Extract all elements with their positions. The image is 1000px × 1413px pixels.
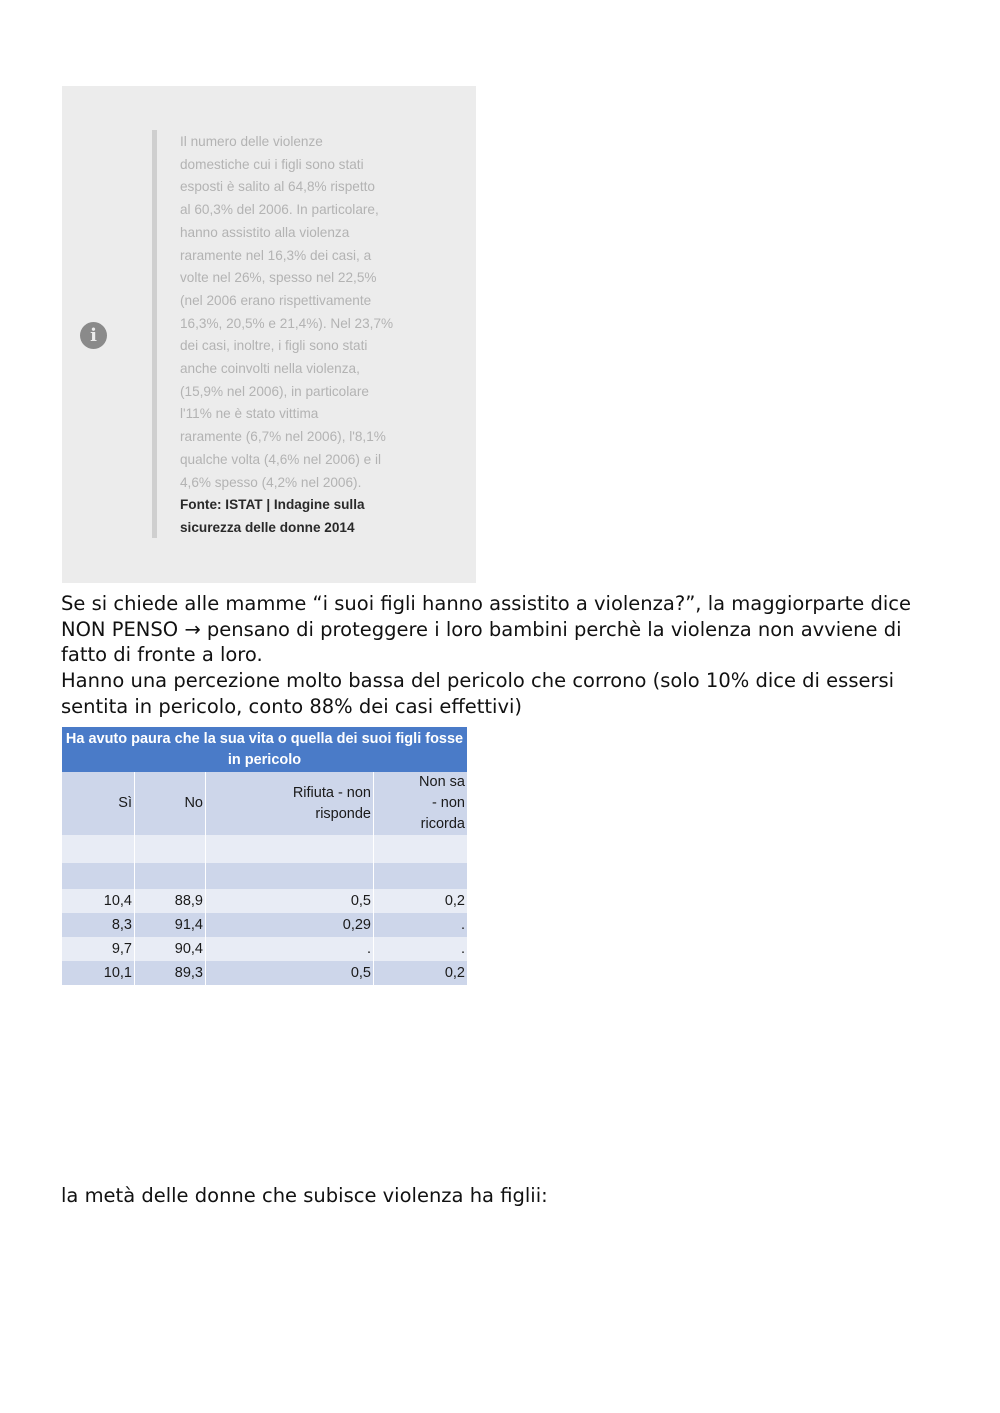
info-text xyxy=(180,131,445,494)
quote-bar xyxy=(152,130,157,538)
paragraph-mothers: Se si chiede alle mamme “i suoi figli hanno assistito a violenza?”, la maggiorparte dice NON PENSO → pensano di proteggere i loro bambini perchè la violenza non avviene di fatto di fronte a loro. xyxy=(61,592,912,666)
paragraph-perception: Hanno una percezione molto bassa del pericolo che corrono (solo 10% dice di essersi sentita in pericolo, conto 88% dei casi effettivi) xyxy=(61,669,895,718)
table-header: Non sa - non ricorda xyxy=(374,772,468,835)
info-source-line: sicurezza delle donne 2014 xyxy=(180,519,355,535)
table-cell: 0,2 xyxy=(374,889,468,913)
table-header: No xyxy=(135,772,206,835)
table-row xyxy=(62,863,467,889)
info-text-line: Il numero delle violenze xyxy=(180,134,323,149)
table-row xyxy=(62,961,467,985)
table-row xyxy=(62,889,467,913)
info-text-line: 4,6% spesso (4,2% nel 2006). xyxy=(180,474,362,490)
table-cell: 0,5 xyxy=(206,961,374,985)
info-text-line: al 60,3% del 2006. In particolare, xyxy=(180,202,379,218)
table-cell: 0,2 xyxy=(374,961,468,985)
paragraph-half-women: la metà delle donne che subisce violenza ha figlii: xyxy=(61,1184,548,1207)
table-cell: 0,29 xyxy=(206,913,374,937)
info-source-line: Fonte: ISTAT | Indagine sulla xyxy=(180,497,365,512)
info-text-line: 16,3%, 20,5% e 21,4%). Nel 23,7% xyxy=(180,315,394,331)
table-cell: 90,4 xyxy=(135,937,206,961)
table-cell: 91,4 xyxy=(135,913,206,937)
table-row xyxy=(62,835,467,863)
table-cell: . xyxy=(374,937,468,961)
table-row xyxy=(62,913,467,937)
table-header: Sì xyxy=(62,772,135,835)
table-cell: . xyxy=(374,913,468,937)
info-text-line: dei casi, inoltre, i figli sono stati xyxy=(180,338,368,354)
table-cell: 10,4 xyxy=(62,889,135,913)
info-text-line: (15,9% nel 2006), in particolare xyxy=(180,383,369,399)
info-text-line: raramente (6,7% nel 2006), l'8,1% xyxy=(180,429,386,445)
info-text-line: raramente nel 16,3% dei casi, a xyxy=(180,247,372,263)
info-text-line: (nel 2006 erano rispettivamente xyxy=(180,292,372,308)
table-cell: 10,1 xyxy=(62,961,135,985)
table-cell: . xyxy=(206,937,374,961)
info-icon: i xyxy=(80,322,107,349)
table-header: Rifiuta - non risponde xyxy=(206,772,374,835)
info-source xyxy=(180,494,445,539)
info-text-line: l'11% ne è stato vittima xyxy=(180,406,319,422)
fear-table xyxy=(62,727,467,985)
info-text-line: qualche volta (4,6% nel 2006) e il xyxy=(180,451,382,467)
table-title: Ha avuto paura che la sua vita o quella dei suoi figli fosse in pericolo xyxy=(62,727,467,772)
info-text-line: anche coinvolti nella violenza, xyxy=(180,361,360,377)
table-cell: 9,7 xyxy=(62,937,135,961)
info-text-line: esposti è salito al 64,8% rispetto xyxy=(180,179,375,195)
table-cell: 0,5 xyxy=(206,889,374,913)
info-text-line: volte nel 26%, spesso nel 22,5% xyxy=(180,270,377,286)
table-cell: 88,9 xyxy=(135,889,206,913)
info-text-line: domestiche cui i figli sono stati xyxy=(180,156,364,172)
table-row xyxy=(62,937,467,961)
info-text-line: hanno assistito alla violenza xyxy=(180,224,350,240)
table-cell: 89,3 xyxy=(135,961,206,985)
table-cell: 8,3 xyxy=(62,913,135,937)
